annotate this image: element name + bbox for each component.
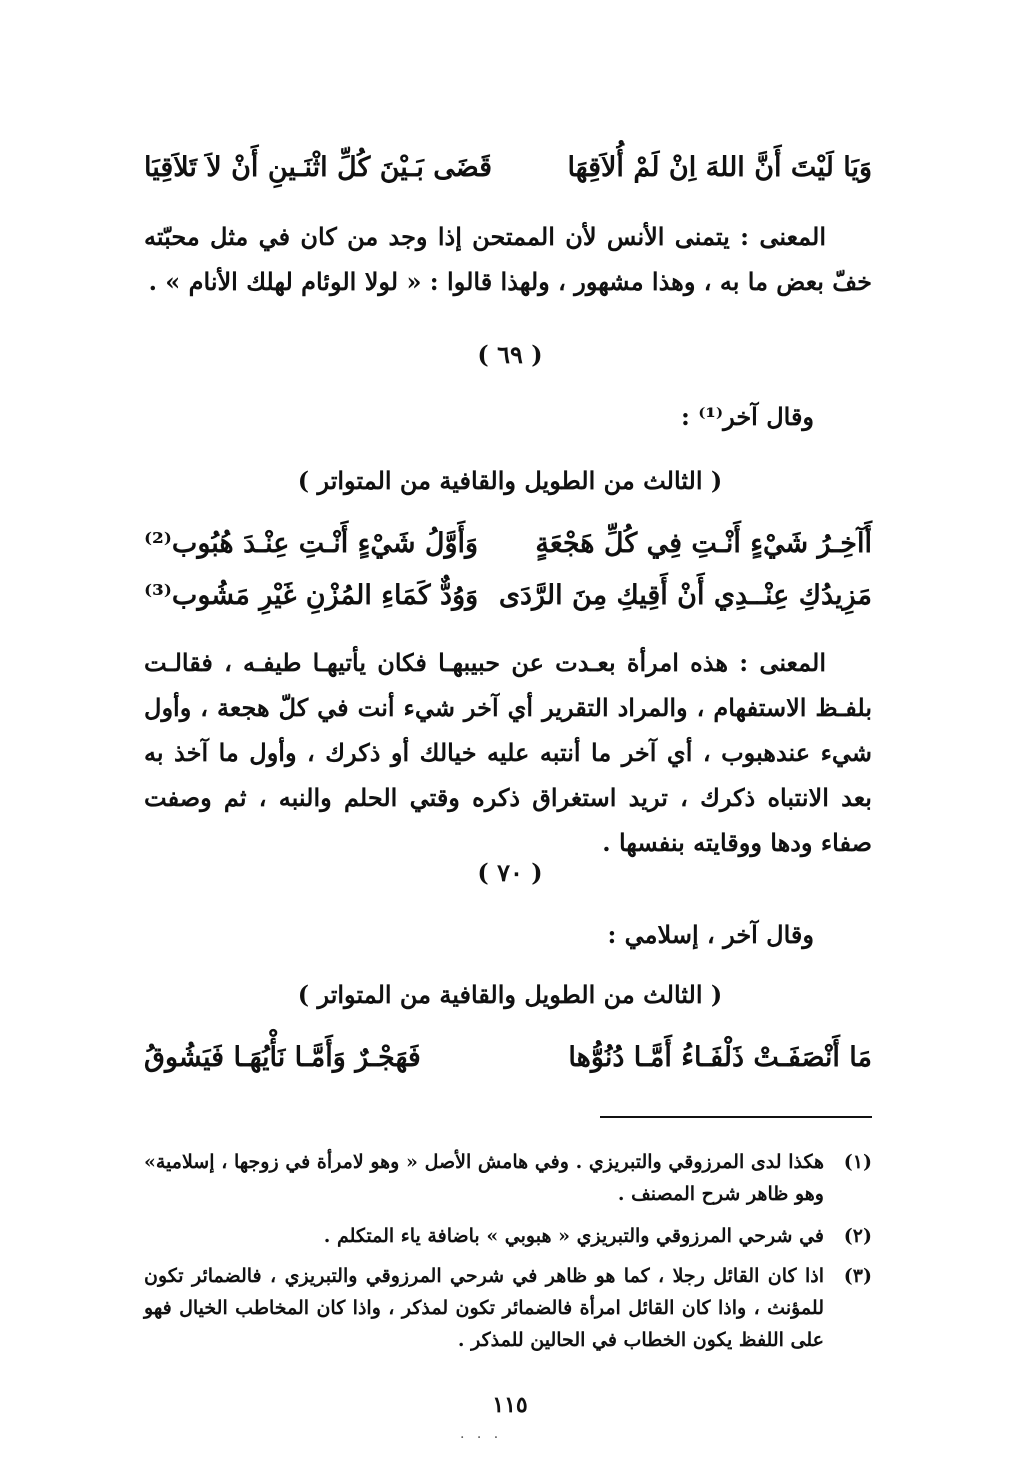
meaning-paragraph bbox=[144, 640, 872, 865]
footnote bbox=[144, 1146, 872, 1210]
footnote-number: (١) bbox=[843, 1151, 872, 1173]
meaning-paragraph bbox=[144, 214, 872, 304]
footnote bbox=[144, 1260, 872, 1356]
footnote-text: اذا كان القائل رجلا ، كما هو ظاهر في شرحي المرزوقي والتبريزي ، فالضمائر تكون للمؤنث ، واذا كان القائل امرأة فالضمائر تكون لمذكر ، واذا كان المخاطب الخيال فهو على اللفظ يكون الخطاب في الحالين للمذكر . bbox=[144, 1265, 824, 1351]
footnote bbox=[144, 1220, 872, 1252]
meaning-text: المعنى : يتمنى الأنس لأن الممتحن إذا وجد من كان في مثل محبّته خفّ بعض ما به ، وهذا مشهور ، ولهذا قالوا : « لولا الوئام لهلك الأنام » . bbox=[144, 222, 872, 296]
meaning-text: المعنى : هذه امرأة بعـدت عن حبيبهـا فكان يأتيهـا طيفـه ، فقالـت بلفـظ الاستفهام ، والمراد التقرير أي آخر شيء أنت في كلّ هجعة ، وأول شيء عندهبوب ، أي آخر ما أنتبه عليه خيالك أو ذكرك ، وأول ما آخذ به بعد الانتباه ذكرك ، تريد استغراق ذكره وقتي الحلم والنبه ، ثم وصفت صفاء ودها ووقايته بنفسها . bbox=[144, 648, 873, 857]
verse-second-hemistich: قَضَى بَـيْنَ كُلِّ اثْنَـينِ أَنْ لاَ تَلاَقِيَا bbox=[144, 152, 493, 183]
verse-second-hemistich: وَوُدٌّ كَمَاءِ المُزْنِ غَيْرِ مَشُوب⁽³⁾ bbox=[144, 580, 479, 611]
footnote-divider bbox=[600, 1116, 872, 1118]
meter-heading: ( الثالث من الطويل والقافية من المتواتر ) bbox=[297, 980, 723, 1009]
verse-first-hemistich: مَزِيدُكِ عِنْــدِي أَنْ أَقِيكِ مِنَ الرَّدَى bbox=[498, 580, 872, 611]
verse-line bbox=[144, 580, 872, 612]
footnote-number: (٢) bbox=[843, 1225, 872, 1247]
verse-second-hemistich: وَأَوَّلُ شَيْءٍ أَنْـتِ عِنْـدَ هُبُوب⁽²⁾ bbox=[144, 528, 479, 559]
poem-intro: وقال آخر⁽¹⁾ : bbox=[681, 402, 814, 431]
verse-first-hemistich: مَا أَنْصَفَـتْ ذَلْفَـاءُ أَمَّـا دُنُوُّها bbox=[568, 1042, 872, 1073]
poem-number: ( ٧٠ ) bbox=[477, 858, 543, 887]
verse-line bbox=[144, 152, 872, 184]
footnote-text: في شرحي المرزوقي والتبريزي « هبوبي » باضافة ياء المتكلم . bbox=[323, 1225, 824, 1247]
page-number: ١١٥ bbox=[492, 1392, 528, 1418]
verse-line bbox=[144, 1042, 872, 1074]
verse-line bbox=[144, 528, 872, 560]
verse-second-hemistich: فَهَجْـرٌ وَأَمَّـا نَأْيُهَـا فَيَشُوقُ bbox=[144, 1042, 421, 1073]
scan-speckle: · · · bbox=[460, 1430, 503, 1446]
verse-first-hemistich: وَيَا لَيْتَ أَنَّ اللهَ اِنْ لَمْ أُلاَقِهَا bbox=[567, 152, 872, 183]
footnote-text: هكذا لدى المرزوقي والتبريزي . وفي هامش الأصل « وهو لامرأة في زوجها ، إسلامية» وهو ظاهر شرح المصنف . bbox=[144, 1151, 824, 1205]
verse-first-hemistich: أَآخِـرُ شَيْءٍ أَنْـتِ فِي كُلِّ هَجْعَةٍ bbox=[535, 528, 872, 559]
footnote-number: (٣) bbox=[843, 1265, 872, 1287]
poem-intro: وقال آخر ، إسلامي : bbox=[607, 920, 814, 949]
poem-number: ( ٦٩ ) bbox=[477, 340, 543, 369]
meter-heading: ( الثالث من الطويل والقافية من المتواتر ) bbox=[297, 466, 723, 495]
